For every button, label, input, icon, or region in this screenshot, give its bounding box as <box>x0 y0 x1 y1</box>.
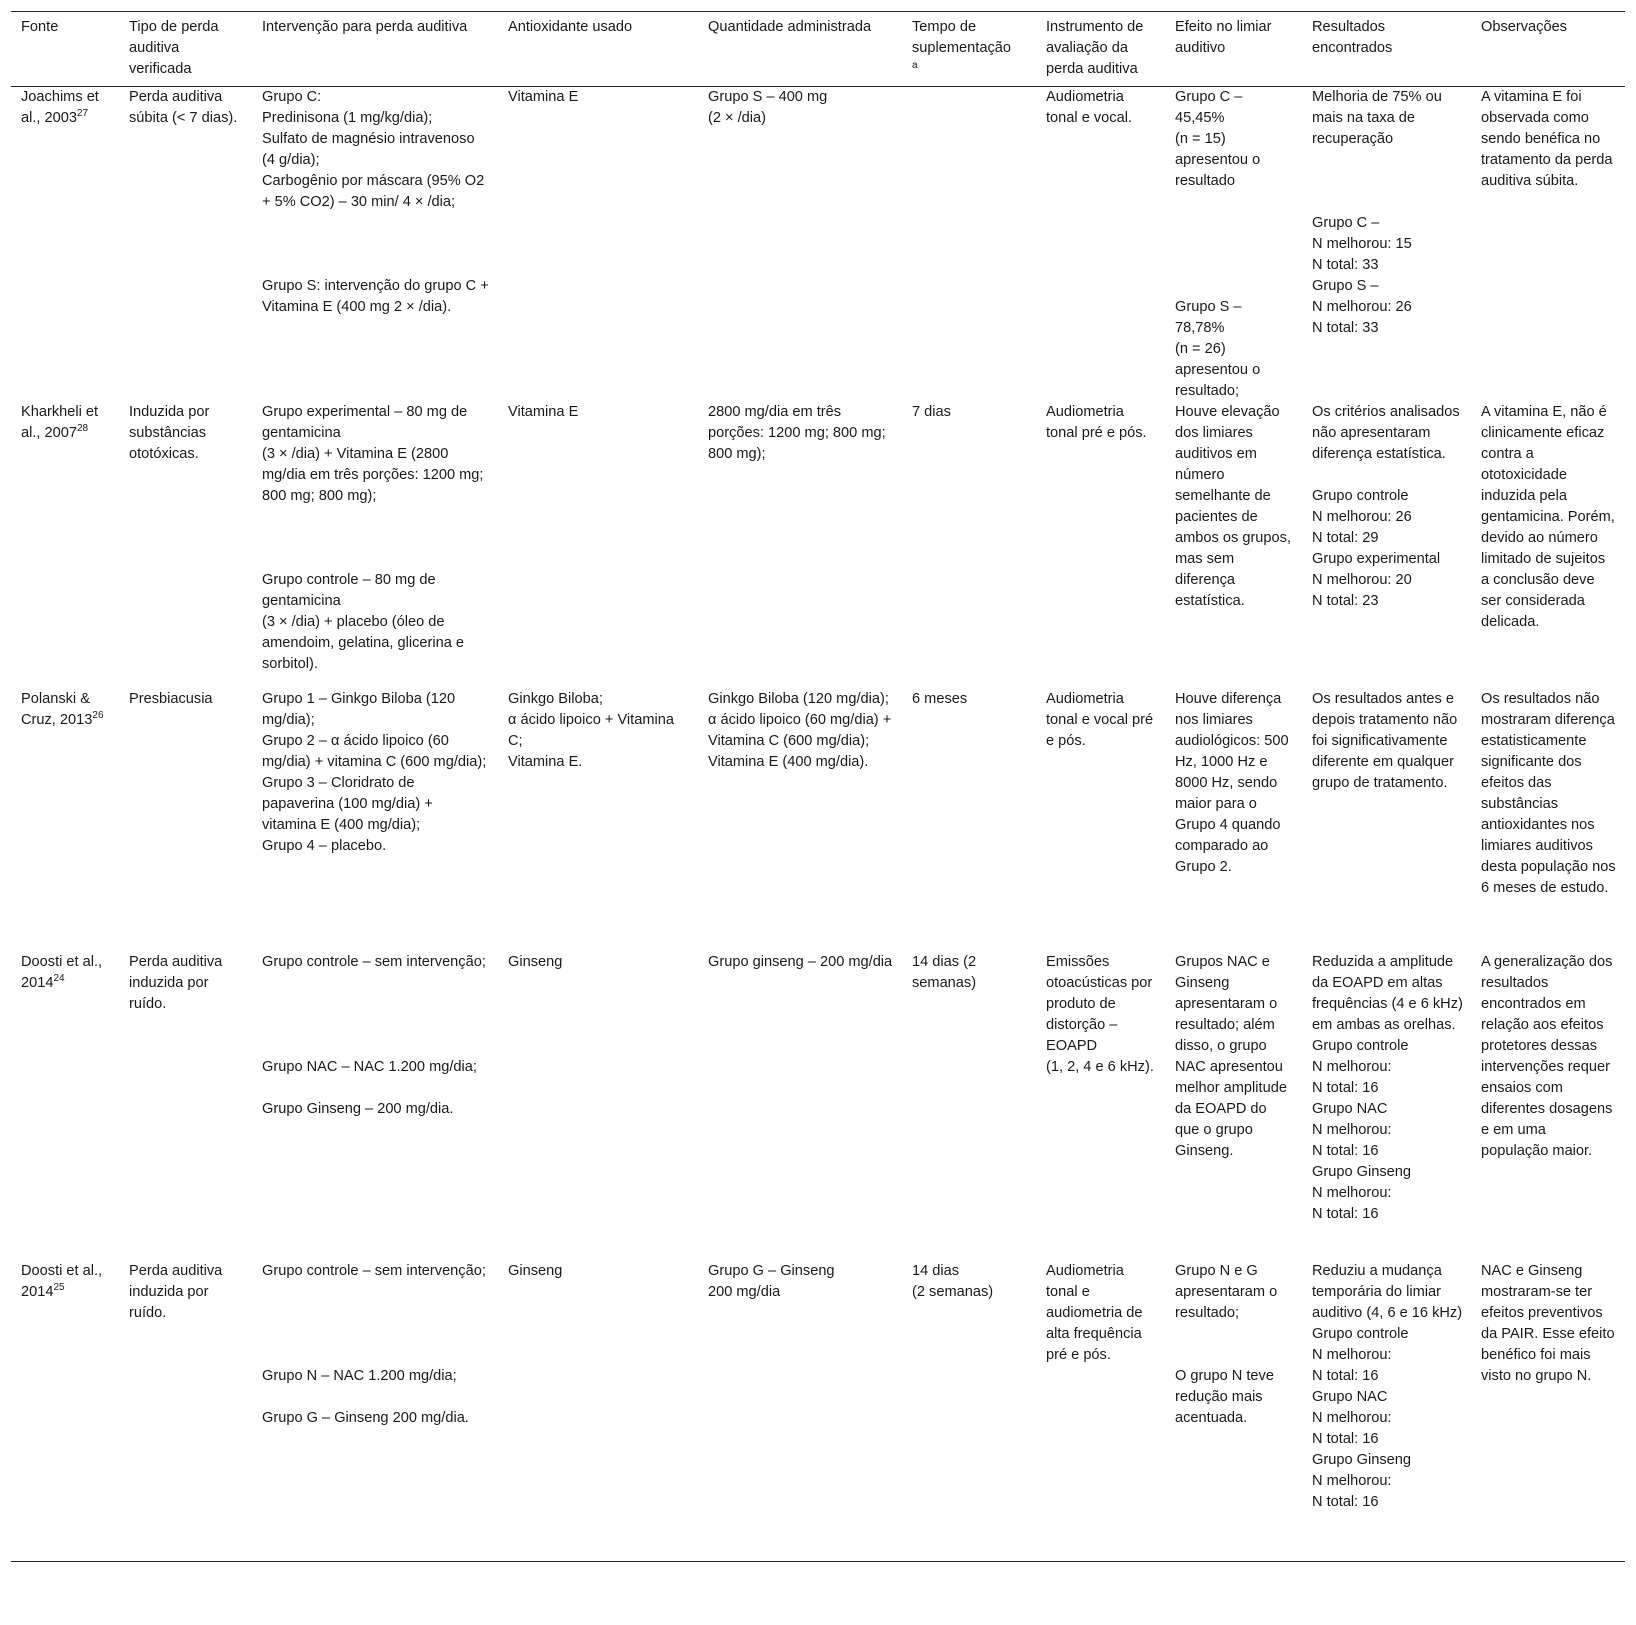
source-citation: Polanski & Cruz, 2013 <box>21 691 93 728</box>
cell-fonte <box>11 87 119 403</box>
cell-antioxidante <box>498 402 698 689</box>
cell-tempo <box>902 1261 1036 1561</box>
cell-paragraph: Grupo S – 400 mg (2 × /dia) <box>708 89 828 126</box>
cell-quantidade <box>698 1261 902 1561</box>
cell-intervencao <box>252 402 498 689</box>
reference-number: 25 <box>53 1282 65 1294</box>
spacer <box>1175 192 1294 297</box>
reference-number: 24 <box>53 973 65 985</box>
header-tempo-footnote-mark: a <box>912 60 918 71</box>
spacer <box>262 213 490 276</box>
cell-paragraph: Grupo Ginseng N melhorou: N total: 16 <box>1312 1164 1411 1222</box>
cell-fonte <box>11 952 119 1261</box>
spacer <box>262 1282 490 1366</box>
source-citation: Kharkheli et al., 2007 <box>21 404 99 441</box>
cell-paragraph: Audiometria tonal pré e pós. <box>1046 404 1147 441</box>
cell-resultados <box>1302 87 1471 403</box>
table-body <box>11 87 1625 1562</box>
table-row <box>11 87 1625 403</box>
cell-tipo <box>119 402 252 689</box>
cell-paragraph: Grupo S – 78,78% (n = 26) apresentou o resultado; <box>1175 299 1261 399</box>
studies-table <box>11 11 1625 1562</box>
cell-antioxidante <box>498 1261 698 1561</box>
cell-paragraph: Grupo NAC – NAC 1.200 mg/dia; <box>262 1059 477 1075</box>
cell-paragraph: O grupo N teve redução mais acentuada. <box>1175 1368 1274 1426</box>
cell-paragraph: Grupo N – NAC 1.200 mg/dia; <box>262 1368 457 1384</box>
table-row <box>11 1261 1625 1561</box>
cell-tempo <box>902 402 1036 689</box>
cell-resultados <box>1302 689 1471 952</box>
cell-fonte <box>11 1261 119 1561</box>
cell-paragraph: Grupo ginseng – 200 mg/dia <box>708 954 893 970</box>
cell-instrumento <box>1036 689 1165 952</box>
cell-observacoes <box>1471 87 1625 403</box>
cell-tipo <box>119 87 252 403</box>
cell-paragraph: Grupo controle – 80 mg de gentamicina (3 × /dia) + placebo (óleo de amendoim, gelatina, glicerina e sorbitol). <box>262 572 464 672</box>
cell-paragraph: Grupo C – 45,45% (n = 15) apresentou o resultado <box>1175 89 1261 189</box>
cell-tempo <box>902 689 1036 952</box>
cell-paragraph: Grupo controle N melhorou: 26 N total: 29 <box>1312 488 1412 546</box>
cell-paragraph: Os resultados não mostraram diferença estatisticamente significante dos efeitos das substâncias antioxidantes nos limiares auditivos desta população nos 6 meses de estudo. <box>1481 691 1616 896</box>
cell-resultados <box>1302 952 1471 1261</box>
cell-efeito <box>1165 402 1302 689</box>
header-fonte <box>11 12 119 87</box>
header-efeito-label: Efeito no limiar auditivo <box>1175 19 1272 56</box>
header-instrumento-label: Instrumento de avaliação da perda auditiva <box>1046 19 1144 77</box>
cell-antioxidante <box>498 952 698 1261</box>
reference-number: 28 <box>77 423 89 435</box>
cell-paragraph: Reduzida a amplitude da EOAPD em altas frequências (4 e 6 kHz) em ambas as orelhas. <box>1312 954 1463 1033</box>
cell-paragraph: Grupo C: Predinisona (1 mg/kg/dia); Sulfato de magnésio intravenoso (4 g/dia); Carbogênio por máscara (95% O2 + 5% CO2) – 30 min/ 4 × /dia; <box>262 89 485 210</box>
cell-paragraph: Grupo controle – sem intervenção; <box>262 954 486 970</box>
cell-antioxidante <box>498 87 698 403</box>
cell-paragraph: 14 dias (2 semanas) <box>912 954 977 991</box>
cell-paragraph: Grupo NAC N melhorou: N total: 16 <box>1312 1101 1392 1159</box>
cell-quantidade <box>698 402 902 689</box>
spacer <box>1312 150 1463 213</box>
cell-paragraph: Induzida por substâncias ototóxicas. <box>129 404 210 462</box>
cell-quantidade <box>698 952 902 1261</box>
cell-paragraph: Os resultados antes e depois tratamento não foi significativamente diferente em qualquer grupo de tratamento. <box>1312 691 1458 791</box>
cell-paragraph: Grupo controle – sem intervenção; <box>262 1263 486 1279</box>
header-intervencao-label: Intervenção para perda auditiva <box>262 19 468 35</box>
cell-instrumento <box>1036 1261 1165 1561</box>
cell-efeito <box>1165 1261 1302 1561</box>
header-observacoes <box>1471 12 1625 87</box>
cell-instrumento <box>1036 87 1165 403</box>
header-efeito <box>1165 12 1302 87</box>
cell-observacoes <box>1471 1261 1625 1561</box>
table-row <box>11 952 1625 1261</box>
cell-paragraph: Audiometria tonal e vocal. <box>1046 89 1132 126</box>
cell-paragraph: Grupo G – Ginseng 200 mg/dia. <box>262 1410 469 1426</box>
cell-efeito <box>1165 952 1302 1261</box>
header-tipo-label: Tipo de perda auditiva verificada <box>129 19 219 77</box>
cell-resultados <box>1302 1261 1471 1561</box>
cell-paragraph: Grupo Ginseng N melhorou: N total: 16 <box>1312 1452 1411 1510</box>
cell-tipo <box>119 952 252 1261</box>
header-instrumento <box>1036 12 1165 87</box>
cell-paragraph: Audiometria tonal e audiometria de alta frequência pré e pós. <box>1046 1263 1143 1363</box>
cell-paragraph: Houve diferença nos limiares audiológicos: 500 Hz, 1000 Hz e 8000 Hz, sendo maior para o Grupo 4 quando comparado ao Grupo 2. <box>1175 691 1289 875</box>
cell-paragraph: Grupo C – N melhorou: 15 N total: 33 <box>1312 215 1412 273</box>
header-row <box>11 12 1625 87</box>
cell-tipo <box>119 689 252 952</box>
cell-paragraph: Perda auditiva súbita (< 7 dias). <box>129 89 238 126</box>
cell-paragraph: Vitamina E <box>508 404 579 420</box>
cell-tempo <box>902 952 1036 1261</box>
cell-paragraph: A vitamina E, não é clinicamente eficaz contra a ototoxicidade induzida pela gentamicina. Porém, devido ao número limitado de sujeitos a conclusão deve ser considerada delicada. <box>1481 404 1615 630</box>
spacer <box>1312 465 1463 486</box>
cell-paragraph: Ginseng <box>508 954 563 970</box>
cell-paragraph: Grupo G – Ginseng 200 mg/dia <box>708 1263 835 1300</box>
cell-paragraph: Ginkgo Biloba (120 mg/dia); α ácido lipoico (60 mg/dia) + Vitamina C (600 mg/dia); Vitamina E (400 mg/dia). <box>708 691 892 770</box>
table-row <box>11 689 1625 952</box>
cell-intervencao <box>252 689 498 952</box>
cell-intervencao <box>252 952 498 1261</box>
spacer <box>262 1387 490 1408</box>
cell-paragraph: 6 meses <box>912 691 968 707</box>
cell-paragraph: Grupo controle N melhorou: N total: 16 <box>1312 1038 1409 1096</box>
cell-paragraph: A vitamina E foi observada como sendo benéfica no tratamento da perda auditiva súbita. <box>1481 89 1613 189</box>
header-antioxidante-label: Antioxidante usado <box>508 19 633 35</box>
table-row <box>11 402 1625 689</box>
reference-number: 27 <box>77 108 89 120</box>
cell-paragraph: Ginseng <box>508 1263 563 1279</box>
cell-paragraph: 7 dias <box>912 404 951 420</box>
cell-paragraph: Melhoria de 75% ou mais na taxa de recuperação <box>1312 89 1442 147</box>
header-tempo-label: Tempo de suplementação <box>912 19 1011 56</box>
cell-paragraph: Vitamina E <box>508 89 579 105</box>
header-intervencao <box>252 12 498 87</box>
cell-paragraph: Grupo controle N melhorou: N total: 16 <box>1312 1326 1409 1384</box>
header-observacoes-label: Observações <box>1481 19 1567 35</box>
cell-intervencao <box>252 87 498 403</box>
cell-paragraph: Grupo S: intervenção do grupo C + Vitamina E (400 mg 2 × /dia). <box>262 278 489 315</box>
cell-paragraph: Presbiacusia <box>129 691 213 707</box>
cell-paragraph: Grupo experimental N melhorou: 20 N total: 23 <box>1312 551 1441 609</box>
cell-instrumento <box>1036 952 1165 1261</box>
header-quantidade <box>698 12 902 87</box>
cell-paragraph: 2800 mg/dia em três porções: 1200 mg; 800 mg; 800 mg); <box>708 404 886 462</box>
spacer <box>262 973 490 1057</box>
reference-number: 26 <box>92 710 104 722</box>
header-tempo <box>902 12 1036 87</box>
cell-quantidade <box>698 87 902 403</box>
cell-efeito <box>1165 87 1302 403</box>
cell-paragraph: Grupo NAC N melhorou: N total: 16 <box>1312 1389 1392 1447</box>
header-quantidade-label: Quantidade administrada <box>708 19 872 35</box>
header-fonte-label: Fonte <box>21 19 59 35</box>
cell-paragraph: Reduziu a mudança temporária do limiar auditivo (4, 6 e 16 kHz) <box>1312 1263 1463 1321</box>
header-tipo <box>119 12 252 87</box>
cell-paragraph: Grupo Ginseng – 200 mg/dia. <box>262 1101 454 1117</box>
cell-paragraph: Grupo experimental – 80 mg de gentamicina (3 × /dia) + Vitamina E (2800 mg/dia em três porções: 1200 mg; 800 mg; 800 mg); <box>262 404 484 504</box>
cell-paragraph: Perda auditiva induzida por ruído. <box>129 954 223 1012</box>
cell-fonte <box>11 689 119 952</box>
cell-paragraph: A generalização dos resultados encontrados em relação aos efeitos protetores dessas intervenções requer ensaios com diferentes dosagens e em uma população maior. <box>1481 954 1613 1159</box>
cell-antioxidante <box>498 689 698 952</box>
spacer <box>262 507 490 570</box>
cell-observacoes <box>1471 952 1625 1261</box>
cell-paragraph: NAC e Ginseng mostraram-se ter efeitos preventivos da PAIR. Esse efeito benéfico foi mais visto no grupo N. <box>1481 1263 1615 1384</box>
cell-resultados <box>1302 402 1471 689</box>
cell-tipo <box>119 1261 252 1561</box>
cell-paragraph: Grupo S – N melhorou: 26 N total: 33 <box>1312 278 1412 336</box>
cell-tempo <box>902 87 1036 403</box>
source-citation: Doosti et al., 2014 <box>21 954 103 991</box>
header-resultados-label: Resultados encontrados <box>1312 19 1393 56</box>
cell-paragraph: Grupo 1 – Ginkgo Biloba (120 mg/dia); Grupo 2 – α ácido lipoico (60 mg/dia) + vitamina C (600 mg/dia); Grupo 3 – Cloridrato de papaverina (100 mg/dia) + vitamina E (400 mg/dia); Grupo 4 – placebo. <box>262 691 487 854</box>
cell-paragraph: Perda auditiva induzida por ruído. <box>129 1263 223 1321</box>
cell-observacoes <box>1471 689 1625 952</box>
cell-quantidade <box>698 689 902 952</box>
cell-paragraph: Os critérios analisados não apresentaram diferença estatística. <box>1312 404 1460 462</box>
source-citation: Joachims et al., 2003 <box>21 89 99 126</box>
cell-observacoes <box>1471 402 1625 689</box>
cell-efeito <box>1165 689 1302 952</box>
cell-paragraph: Audiometria tonal e vocal pré e pós. <box>1046 691 1154 749</box>
source-citation: Doosti et al., 2014 <box>21 1263 103 1300</box>
cell-fonte <box>11 402 119 689</box>
header-resultados <box>1302 12 1471 87</box>
spacer <box>1175 1324 1294 1366</box>
cell-paragraph: Grupos NAC e Ginseng apresentaram o resultado; além disso, o grupo NAC apresentou melhor amplitude da EOAPD do que o grupo Ginseng. <box>1175 954 1287 1159</box>
cell-paragraph: Ginkgo Biloba; α ácido lipoico + Vitamina C; Vitamina E. <box>508 691 674 770</box>
header-antioxidante <box>498 12 698 87</box>
spacer <box>262 1078 490 1099</box>
cell-paragraph: Emissões otoacústicas por produto de distorção – EOAPD (1, 2, 4 e 6 kHz). <box>1046 954 1154 1075</box>
cell-instrumento <box>1036 402 1165 689</box>
cell-paragraph: 14 dias (2 semanas) <box>912 1263 994 1300</box>
cell-intervencao <box>252 1261 498 1561</box>
cell-paragraph: Grupo N e G apresentaram o resultado; <box>1175 1263 1278 1321</box>
cell-paragraph: Houve elevação dos limiares auditivos em número semelhante de pacientes de ambos os grupos, mas sem diferença estatística. <box>1175 404 1292 609</box>
